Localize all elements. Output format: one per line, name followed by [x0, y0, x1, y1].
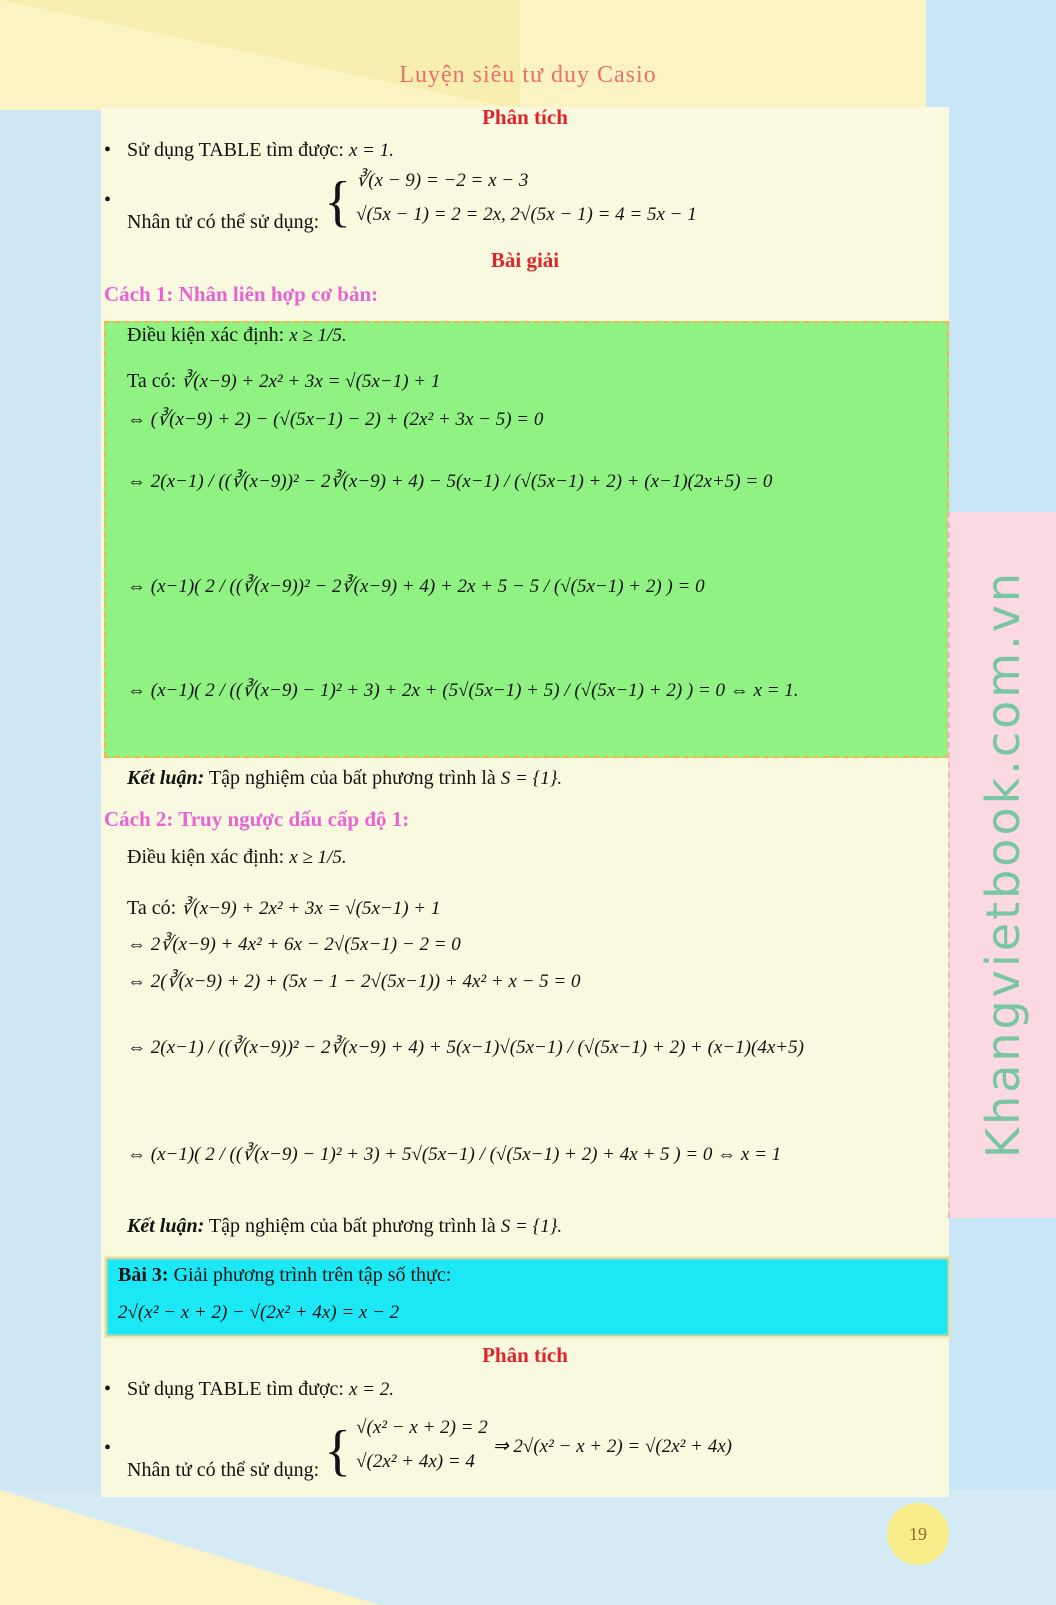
- problem-3-equation: 2√(x² − x + 2) − √(2x² + 4x) = x − 2: [118, 1302, 400, 1323]
- m1-step-2: ⇔ 2(x−1) / ((∛(x−9))² − 2∛(x−9) + 4) − 5(x−1) / (√(5x−1) + 2) + (x−1)(2x+5) = 0: [127, 471, 773, 492]
- m1-given: Ta có: ∛(x−9) + 2x² + 3x = √(5x−1) + 1: [127, 370, 441, 392]
- header-decor-left: [0, 0, 520, 110]
- bullet-dot: •: [104, 189, 112, 211]
- problem-3-statement: Bài 3: Giải phương trình trên tập số thực:: [118, 1264, 452, 1286]
- m2-step-4: ⇔ (x−1)( 2 / ((∛(x−9) − 1)² + 3) + 5√(5x−1) / (√(5x−1) + 2) + 4x + 5 ) = 0 ⇔ x = 1: [127, 1144, 782, 1165]
- bullet-4: Nhân tử có thể sử dụng: { √(x² − x + 2) = 2 √(2x² + 4x) = 4 ⇒ 2√(x² − x + 2) = √(2x² + 4x): [127, 1417, 732, 1482]
- bullet-2: Nhân tử có thể sử dụng: { ∛(x − 9) = −2 = x − 3 √(5x − 1) = 2 = 2x, 2√(5x − 1) = 4 = 5x − 1: [127, 170, 697, 233]
- page-header-title: Luyện siêu tư duy Casio: [399, 62, 657, 88]
- watermark-text: Khangvietbook.com.vn: [976, 569, 1030, 1159]
- m2-condition: Điều kiện xác định: x ≥ 1/5.: [127, 846, 347, 868]
- bullet-dot: •: [104, 1437, 112, 1459]
- bullet-1: Sử dụng TABLE tìm được: x = 1.: [127, 139, 394, 161]
- m1-conclusion: Kết luận: Tập nghiệm của bất phương trình là S = {1}.: [127, 767, 563, 789]
- analysis-heading-1: Phân tích: [482, 105, 568, 129]
- solution-heading: Bài giải: [490, 248, 560, 272]
- m1-step-1: ⇔ (∛(x−9) + 2) − (√(5x−1) − 2) + (2x² + 3x − 5) = 0: [127, 409, 544, 430]
- analysis-heading-2: Phân tích: [482, 1343, 568, 1367]
- method-1-title: Cách 1: Nhân liên hợp cơ bản:: [104, 282, 379, 306]
- bullet-3: Sử dụng TABLE tìm được: x = 2.: [127, 1378, 394, 1400]
- m2-step-2: ⇔ 2(∛(x−9) + 2) + (5x − 1 − 2√(5x−1)) + 4x² + x − 5 = 0: [127, 971, 581, 992]
- m2-conclusion: Kết luận: Tập nghiệm của bất phương trình là S = {1}.: [127, 1215, 563, 1237]
- m2-step-1: ⇔ 2∛(x−9) + 4x² + 6x − 2√(5x−1) − 2 = 0: [127, 934, 461, 955]
- m2-given: Ta có: ∛(x−9) + 2x² + 3x = √(5x−1) + 1: [127, 897, 441, 919]
- m1-step-3: ⇔ (x−1)( 2 / ((∛(x−9))² − 2∛(x−9) + 4) + 2x + 5 − 5 / (√(5x−1) + 2) ) = 0: [127, 576, 705, 597]
- bullet-dot: •: [104, 1378, 112, 1400]
- m2-step-3: ⇔ 2(x−1) / ((∛(x−9))² − 2∛(x−9) + 4) + 5(x−1)√(5x−1) / (√(5x−1) + 2) + (x−1)(4x+5): [127, 1037, 804, 1058]
- bullet-dot: •: [104, 139, 112, 161]
- left-brace: {: [324, 1420, 352, 1482]
- method-2-title: Cách 2: Truy ngược dấu cấp độ 1:: [104, 807, 410, 831]
- m1-step-4: ⇔ (x−1)( 2 / ((∛(x−9) − 1)² + 3) + 2x + (5√(5x−1) + 5) / (√(5x−1) + 2) ) = 0 ⇔ x = 1.: [127, 680, 799, 701]
- m1-condition: Điều kiện xác định: x ≥ 1/5.: [127, 324, 347, 346]
- footer-decor-left: [0, 1490, 380, 1605]
- left-brace: {: [324, 171, 352, 233]
- page-number: 19: [887, 1503, 949, 1565]
